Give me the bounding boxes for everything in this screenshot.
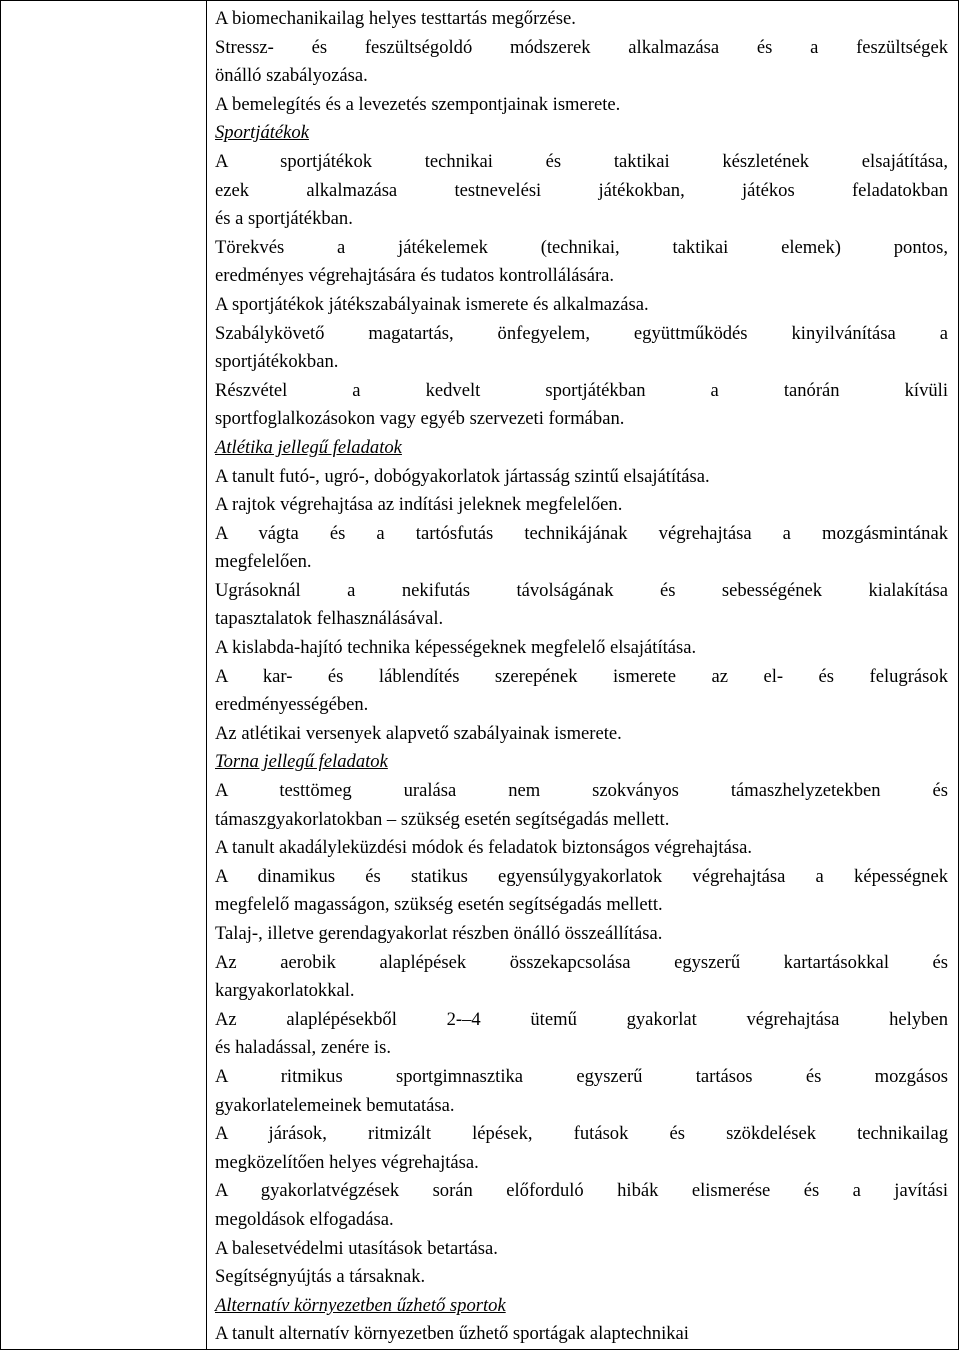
section-heading: Sportjátékok	[215, 122, 309, 144]
paragraph: A tanult alternatív környezetben űzhető sportágak alaptechnikai	[215, 1323, 689, 1345]
paragraph: Segítségnyújtás a társaknak.	[215, 1266, 426, 1288]
section-heading: Torna jellegű feladatok	[215, 751, 388, 773]
table-row	[1, 1, 959, 1350]
content-cell	[207, 1, 959, 1350]
paragraph: Az aerobik alaplépések összekapcsolása egyszerű kartartásokkal és kargyakorlatokkal.	[215, 951, 948, 1002]
paragraph: Az atlétikai versenyek alapvető szabályainak ismerete.	[215, 722, 622, 744]
paragraph: A tanult akadályleküzdési módok és feladatok biztonságos végrehajtása.	[215, 837, 752, 859]
paragraph: A ritmikus sportgimnasztika egyszerű tartásos és mozgásos gyakorlatelemeinek bemutatása.	[215, 1065, 948, 1116]
paragraph: A sportjátékok technikai és taktikai készletének elsajátítása, ezek alkalmazása testnevelési játékokban, játékos feladatokban és a sportjátékban.	[215, 150, 948, 230]
paragraph: Szabálykövető magatartás, önfegyelem, együttműködés kinyilvánítása a sportjátékokban.	[215, 322, 948, 373]
section-heading: Atlétika jellegű feladatok	[215, 436, 402, 458]
paragraph: A gyakorlatvégzések során előforduló hibák elismerése és a javítási megoldások elfogadása.	[215, 1180, 948, 1230]
paragraph: A kislabda-hajító technika képességeknek megfelelő elsajátítása.	[215, 637, 697, 659]
paragraph: A dinamikus és statikus egyensúlygyakorlatok végrehajtása a képességnek megfelelő magasságon, szükség esetén segítségadás mellett.	[215, 865, 948, 916]
paragraph: Stressz- és feszültségoldó módszerek alkalmazása és a feszültségek önálló szabályozása.	[215, 36, 948, 87]
paragraph: Részvétel a kedvelt sportjátékban a tanórán kívüli sportfoglalkozásokon vagy egyéb szervezeti formában.	[215, 379, 948, 430]
paragraph: Talaj-, illetve gerendagyakorlat részben önálló összeállítása.	[215, 923, 663, 944]
paragraph: A vágta és a tartósfutás technikájának végrehajtása a mozgásmintának megfelelően.	[215, 522, 948, 573]
paragraph: A sportjátékok játékszabályainak ismerete és alkalmazása.	[215, 293, 649, 315]
paragraph-list	[215, 5, 948, 1349]
paragraph: Ugrásoknál a nekifutás távolságának és sebességének kialakítása tapasztalatok felhasználásával.	[215, 579, 948, 630]
paragraph: A rajtok végrehajtása az indítási jeleknek megfelelően.	[215, 494, 623, 516]
paragraph: Törekvés a játékelemek (technikai, taktikai elemek) pontos, eredményes végrehajtására és tudatos kontrollálására.	[215, 236, 948, 287]
paragraph: A testtömeg uralása nem szokványos támaszhelyzetekben és támaszgyakorlatokban – szükség esetén segítségadás mellett.	[215, 780, 948, 830]
section-heading: Alternatív környezetben űzhető sportok	[215, 1294, 506, 1316]
paragraph: A biomechanikailag helyes testtartás megőrzése.	[215, 8, 576, 29]
paragraph: A kar- és láblendítés szerepének ismerete az el- és felugrások eredményességében.	[215, 665, 948, 716]
paragraph: A bemelegítés és a levezetés szempontjainak ismerete.	[215, 93, 621, 115]
content-body	[207, 1, 958, 1349]
paragraph: Az alaplépésekből 2-–4 ütemű gyakorlat végrehajtása helyben és haladással, zenére is.	[215, 1008, 948, 1059]
paragraph: A balesetvédelmi utasítások betartása.	[215, 1237, 498, 1259]
left-column-cell	[1, 1, 207, 1350]
paragraph: A járások, ritmizált lépések, futások és szökdelések technikailag megközelítően helyes végrehajtása.	[215, 1123, 948, 1173]
paragraph: A tanult futó-, ugró-, dobógyakorlatok jártasság szintű elsajátítása.	[215, 465, 710, 487]
